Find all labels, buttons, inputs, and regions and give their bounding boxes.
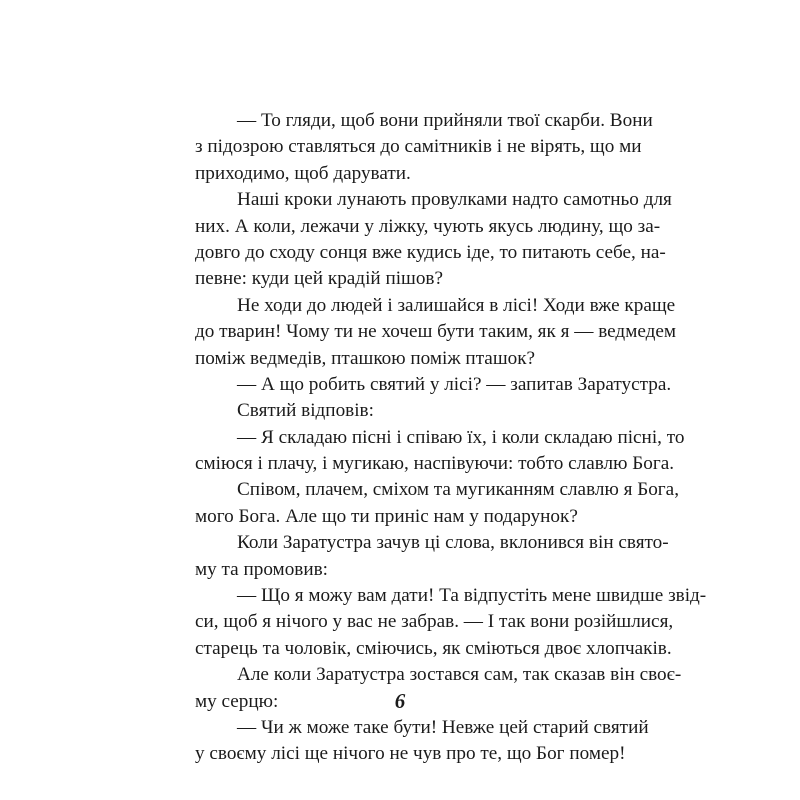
text-line: сміюся і плачу, і мугикаю, наспівуючи: тобто славлю Бога. bbox=[195, 453, 675, 475]
text-line: му серцю: bbox=[195, 690, 279, 712]
text-line: — То гляди, щоб вони прийняли твої скарби. Вони bbox=[237, 110, 653, 131]
page-number: 6 bbox=[394, 689, 406, 713]
text-line: довго до сходу сонця вже кудись іде, то питають себе, на- bbox=[195, 241, 666, 263]
text-line: Наші кроки лунають провулками надто самотньо для bbox=[237, 189, 672, 211]
text-line: Співом, плачем, сміхом та мугиканням славлю я Бога, bbox=[237, 479, 679, 501]
text-line: — Я складаю пісні і співаю їх, і коли складаю пісні, то bbox=[237, 426, 685, 448]
text-line: до тварин! Чому ти не хочеш бути таким, як я — ведмедем bbox=[195, 321, 677, 343]
text-line: — Чи ж може таке бути! Невже цей старий святий bbox=[237, 716, 649, 738]
text-line: си, щоб я нічого у вас не забрав. — І так вони розійшлися, bbox=[195, 611, 674, 633]
text-line: поміж ведмедів, пташкою поміж пташок? bbox=[195, 347, 536, 369]
body-text bbox=[195, 108, 707, 768]
text-line: Святий відповів: bbox=[237, 400, 374, 422]
text-line: Коли Заратустра зачув ці слова, вклонився він свято- bbox=[237, 532, 669, 554]
text-line: му та промовив: bbox=[195, 558, 329, 580]
text-line: старець та чоловік, сміючись, як сміються двоє хлопчаків. bbox=[195, 637, 672, 659]
text-line: — Що я можу вам дати! Та відпустіть мене швидше звід- bbox=[237, 585, 707, 607]
text-line: них. А коли, лежачи у ліжку, чують якусь людину, що за- bbox=[195, 215, 661, 237]
text-line: з підозрою ставляться до самітників і не вірять, що ми bbox=[195, 136, 642, 158]
text-line: Але коли Заратустра зостався сам, так сказав він своє- bbox=[237, 664, 682, 686]
text-line: мого Бога. Але що ти приніс нам у подарунок? bbox=[195, 505, 578, 527]
text-line: приходимо, щоб дарувати. bbox=[195, 162, 411, 184]
text-line: у своєму лісі ще нічого не чув про те, що Бог помер! bbox=[195, 743, 626, 765]
text-line: — А що робить святий у лісі? — запитав Заратустра. bbox=[237, 373, 672, 395]
text-line: певне: куди цей крадій пішов? bbox=[195, 268, 444, 290]
text-line: Не ходи до людей і залишайся в лісі! Ходи вже краще bbox=[237, 294, 676, 316]
